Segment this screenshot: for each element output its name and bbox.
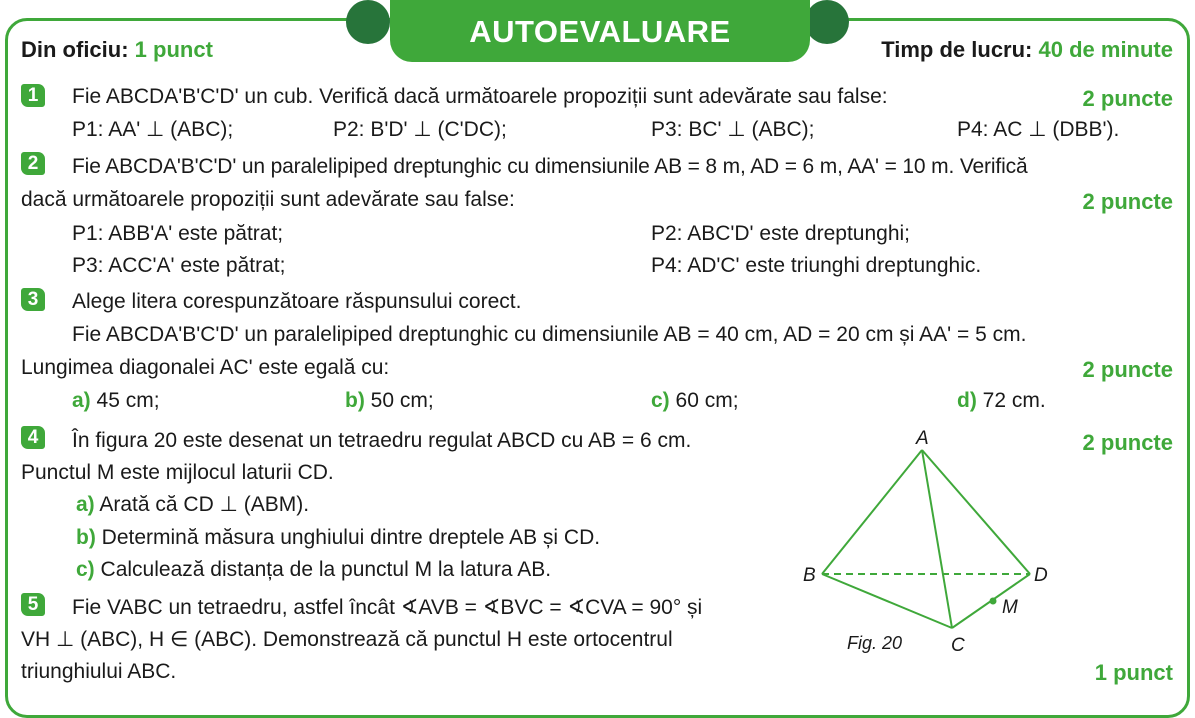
- problem-2-item-4: P4: AD'C' este triunghi dreptunghic.: [651, 254, 982, 277]
- problem-3-points: 2 puncte: [1082, 357, 1173, 382]
- part-b-letter: b): [76, 526, 96, 549]
- problem-3-text-line-1: Alege litera corespunzătoare răspunsului corect.: [72, 290, 522, 313]
- problem-1-item-2: P2: B'D' ⊥ (C'DC);: [333, 118, 507, 141]
- problem-4-text-line-2: Punctul M este mijlocul laturii CD.: [21, 461, 334, 484]
- option-b-value: 50 cm;: [370, 389, 434, 412]
- option-d-letter: d): [957, 389, 977, 412]
- part-c-letter: c): [76, 558, 95, 581]
- label-a: A: [916, 428, 929, 449]
- option-a-value: 45 cm;: [96, 389, 160, 412]
- edge-ab: [822, 450, 922, 574]
- problem-2-text-line-2: dacă următoarele propoziții sunt adevărate sau false:: [21, 188, 515, 211]
- problem-4-text-line-1: În figura 20 este desenat un tetraedru regulat ABCD cu AB = 6 cm.: [72, 429, 692, 452]
- label-m: M: [1002, 597, 1018, 618]
- problem-4-points: 2 puncte: [1082, 430, 1173, 455]
- problem-2-item-1: P1: ABB'A' este pătrat;: [72, 222, 284, 245]
- edge-ac: [922, 450, 952, 628]
- part-b-text: Determină măsura unghiului dintre dreptele AB și CD.: [101, 526, 601, 549]
- problem-3-text-line-3: Lungimea diagonalei AC' este egală cu:: [21, 356, 390, 379]
- part-c-text: Calculează distanța de la punctul M la latura AB.: [100, 558, 552, 581]
- part-a-letter: a): [76, 493, 95, 516]
- problem-5-number: 5: [21, 593, 45, 616]
- problem-5-points: 1 punct: [1094, 660, 1173, 685]
- din-oficiu-value: 1 punct: [134, 37, 213, 62]
- problem-2-points: 2 puncte: [1082, 189, 1173, 214]
- label-d: D: [1034, 565, 1048, 586]
- option-c-letter: c): [651, 389, 670, 412]
- problem-2-number: 2: [21, 152, 45, 175]
- option-c-value: 60 cm;: [675, 389, 739, 412]
- label-b: B: [803, 565, 816, 586]
- figure-caption: Fig. 20: [847, 633, 903, 653]
- problem-1-points: 2 puncte: [1082, 86, 1173, 111]
- din-oficiu-label: Din oficiu:: [21, 37, 129, 62]
- problem-2-item-2: P2: ABC'D' este dreptunghi;: [651, 222, 911, 245]
- timp-lucru-value: 40 de minute: [1038, 37, 1173, 62]
- part-a-text: Arată că CD ⊥ (ABM).: [99, 493, 310, 516]
- timp-lucru-label: Timp de lucru:: [881, 37, 1033, 62]
- problem-2-text-line-1: Fie ABCDA'B'C'D' un paralelipiped dreptunghic cu dimensiunile AB = 8 m, AD = 6 m, AA' = 10 m. Verifică: [72, 155, 1028, 178]
- problem-1-item-3: P3: BC' ⊥ (ABC);: [651, 118, 815, 141]
- problem-4-number: 4: [21, 426, 45, 449]
- page-title: AUTOEVALUARE: [469, 14, 731, 49]
- problem-3-number: 3: [21, 288, 45, 311]
- problem-1-item-1: P1: AA' ⊥ (ABC);: [72, 118, 234, 141]
- label-c: C: [951, 635, 965, 656]
- problem-3-text-line-2: Fie ABCDA'B'C'D' un paralelipiped dreptunghic cu dimensiunile AB = 40 cm, AD = 20 cm și AA' = 5 cm.: [72, 323, 1027, 346]
- problem-1-item-4: P4: AC ⊥ (DBB').: [957, 118, 1120, 141]
- option-b-letter: b): [345, 389, 365, 412]
- problem-1-number: 1: [21, 84, 45, 107]
- option-d-value: 72 cm.: [982, 389, 1046, 412]
- problem-1-text: Fie ABCDA'B'C'D' un cub. Verifică dacă următoarele propoziții sunt adevărate sau false:: [72, 85, 888, 108]
- problem-5-text-line-2: VH ⊥ (ABC), H ∈ (ABC). Demonstrează că punctul H este ortocentrul: [21, 628, 673, 651]
- edge-bc: [822, 574, 952, 628]
- point-m-dot: [990, 598, 997, 605]
- problem-5-text-line-1: Fie VABC un tetraedru, astfel încât ∢AVB = ∢BVC = ∢CVA = 90° și: [72, 596, 703, 619]
- problem-5-text-line-3: triunghiului ABC.: [21, 660, 177, 683]
- option-a-letter: a): [72, 389, 91, 412]
- edge-ad: [922, 450, 1030, 574]
- problem-2-item-3: P3: ACC'A' este pătrat;: [72, 254, 286, 277]
